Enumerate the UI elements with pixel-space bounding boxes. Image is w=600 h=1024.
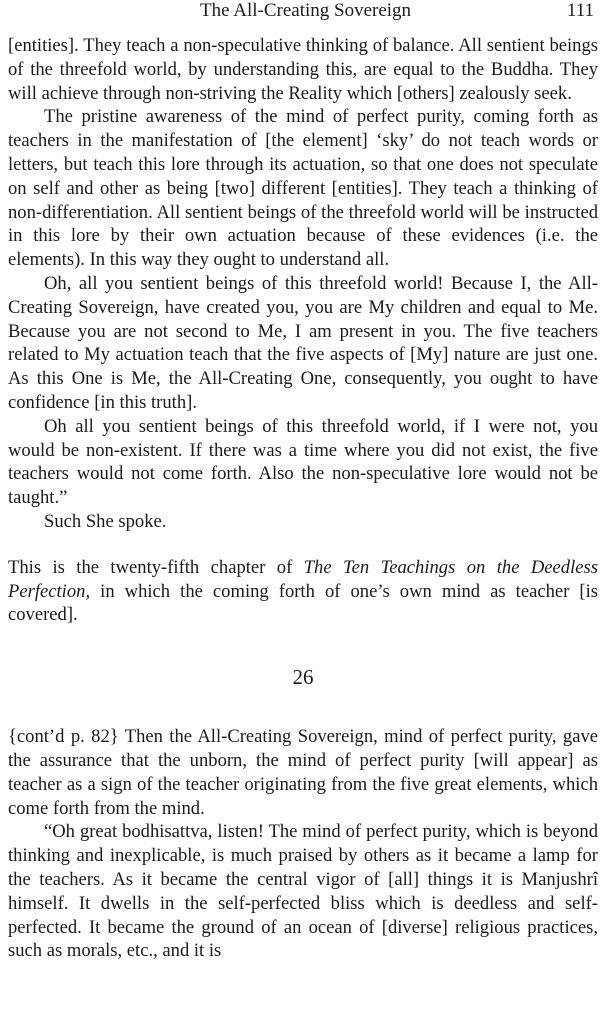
chapter-paragraph-1: {cont’d p. 82} Then the All-Creating Sovereign, mind of perfect purity, gave the assurance that the unborn, the mind of perfect purity [will appear] as teacher as a sign of the teacher originating from the five great elements, which come forth from the mind.	[8, 726, 598, 819]
paragraph-5: Such She spoke.	[44, 510, 167, 532]
running-head	[0, 0, 600, 24]
page-number: 111	[566, 0, 594, 21]
paragraph-2: The pristine awareness of the mind of perfect purity, coming forth as teachers in the manifestation of [the element] ‘sky’ do not teach words or letters, but teach this lore through its actuation, so that one does not speculate on self and other as being [two] different [entities]. They teach a thinking of non-differentiation. All sentient beings of the threefold world will be instructed in this lore by their own actuation because of these evidences (i.e. the elements). In this way they ought to understand all.	[8, 106, 598, 271]
paragraph-3: Oh, all you sentient beings of this threefold world! Because I, the All-Creating Sovereign, have created you, you are My children and equal to Me. Because you are not second to Me, I am present in you. The five teachers related to My actuation teach that the five aspects of [My] nature are just one. As this One is Me, the All-Creating One, consequently, you ought to have confidence [in this truth].	[8, 272, 598, 413]
paragraph-1: [entities]. They teach a non-speculative thinking of balance. All sentient beings of the threefold world, by understanding this, are equal to the Buddha. They will achieve through non-striving the Reality which [others] zealously seek.	[8, 35, 598, 104]
chapter-number: 26	[292, 665, 314, 690]
running-title: The All-Creating Sovereign	[200, 0, 412, 21]
colophon-tail: in which the coming forth of one’s own mind as teacher [is covered].	[8, 580, 598, 626]
body-text	[8, 34, 598, 963]
paragraph-4: Oh all you sentient beings of this threefold world, if I were not, you would be non-existent. If there was a time where you did not exist, the five teachers would not come forth. Also the non-speculative lore would not be taught.”	[8, 415, 598, 509]
chapter-paragraph-2: “Oh great bodhisattva, listen! The mind of perfect purity, which is beyond thinking and inexplicable, is much praised by others as it became a lamp for the teachers. As it became the central vigor of [all] things it is Manjushrî himself. It dwells in the self-perfected bliss which is deedless and self-perfected. It became the ground of an ocean of [diverse] religious practices, such as morals, etc., and it is	[8, 821, 598, 962]
colophon-lead: This is the twenty-fifth chapter of	[8, 556, 304, 578]
colophon-work-title: The Ten Teachings on the Deedless Perfection,	[8, 556, 598, 602]
chapter-colophon	[8, 556, 598, 627]
